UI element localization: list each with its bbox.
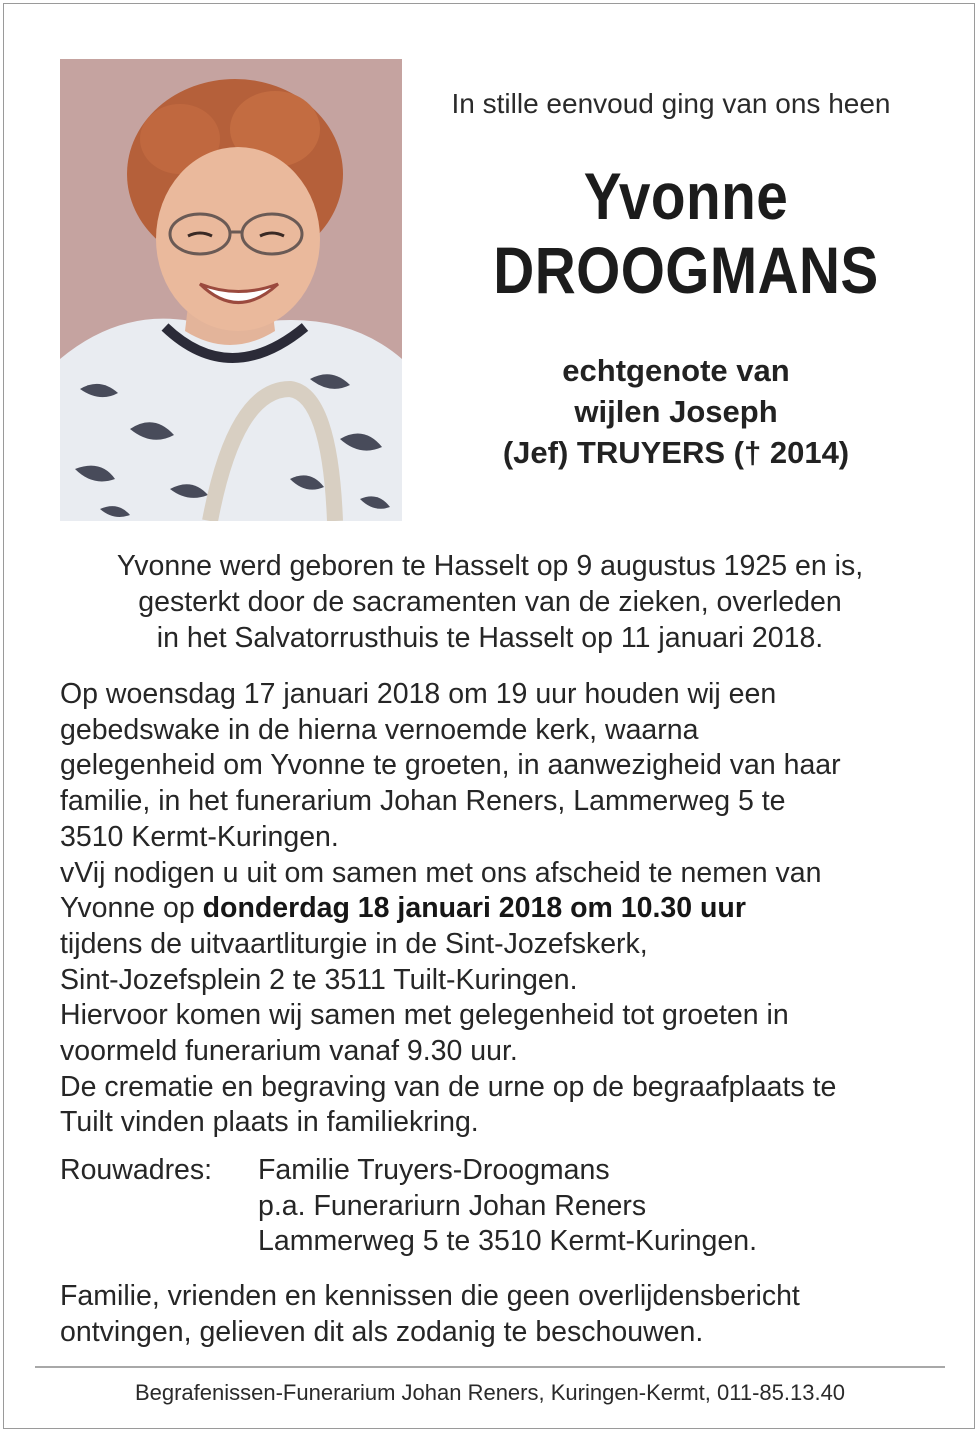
spouse-line: (Jef) TRUYERS († 2014) [502,435,850,470]
address-line: Familie Truyers-Droogmans [258,1154,610,1186]
intro-line: In stille eenvoud ging van ons heen [451,88,891,119]
paragraph-line: Sint-Jozefsplein 2 te 3511 Tuilt-Kuringen. [60,963,578,996]
paragraph-line: tijdens de uitvaartliturgie in de Sint-Jozefskerk, [60,927,648,960]
paragraph-line: Op woensdag 17 januari 2018 om 19 uur houden wij een [60,678,777,710]
paragraph-line: Tuilt vinden plaats in familiekring. [60,1106,479,1139]
paragraph-line: gelegenheid om Yvonne te groeten, in aanwezigheid van haar [60,749,841,782]
paragraph-line: familie, in het funerarium Johan Reners, Lammerweg 5 te [60,785,786,818]
spouse-line: wijlen Joseph [574,394,778,429]
portrait-illustration [60,59,402,521]
spouse-line: echtgenote van [562,353,790,388]
address-lines [258,1153,757,1260]
paragraph-line: De crematie en begraving van de urne op de begraafplaats te [60,1070,837,1103]
paragraph-line: ontvingen, gelieven dit als zodanig te beschouwen. [60,1316,704,1348]
funeral-date-bold: donderdag 18 januari 2018 om 10.30 uur [202,892,746,925]
spouse-info [420,350,932,473]
portrait-photo [60,59,402,521]
paragraph-line: 3510 Kermt-Kuringen. [60,820,339,853]
address-line: p.a. Funerariurn Johan Reners [258,1189,647,1222]
address-label: Rouwadres: [60,1154,213,1186]
deceased-last-name: DROOGMANS [493,233,879,307]
paragraph-line: in het Salvatorrusthuis te Hasselt op 11 januari 2018. [156,622,824,654]
paragraph-line: voormeld funerarium vanaf 9.30 uur. [60,1035,518,1068]
paragraph-line: Familie, vrienden en kennissen die geen overlijdensbericht [60,1280,800,1312]
address-line: Lammerweg 5 te 3510 Kermt-Kuringen. [258,1225,758,1257]
paragraph-line: Yvonne werd geboren te Hasselt op 9 augustus 1925 en is, [116,550,864,582]
paragraph-line: vVij nodigen u uit om samen met ons afscheid te nemen van [60,856,822,889]
footer-funeral-home: Begrafenissen-Funerarium Johan Reners, Kuringen-Kermt, 011-85.13.40 [134,1380,846,1405]
closing-paragraph [60,1278,940,1350]
paragraph-line: gesterkt door de sacramenten van de zieken, overleden [138,586,842,618]
paragraph-line: Hiervoor komen wij samen met gelegenheid tot groeten in [60,999,789,1032]
funeral-date-line [60,891,940,927]
paragraph-line: gebedswake in de hierna vernoemde kerk, waarna [60,713,699,746]
deceased-first-name: Yvonne [583,159,789,233]
service-paragraph [60,677,940,1141]
footer-divider [35,1366,945,1368]
birth-death-paragraph [40,548,940,656]
funeral-date-prefix: Yvonne op [60,892,203,925]
